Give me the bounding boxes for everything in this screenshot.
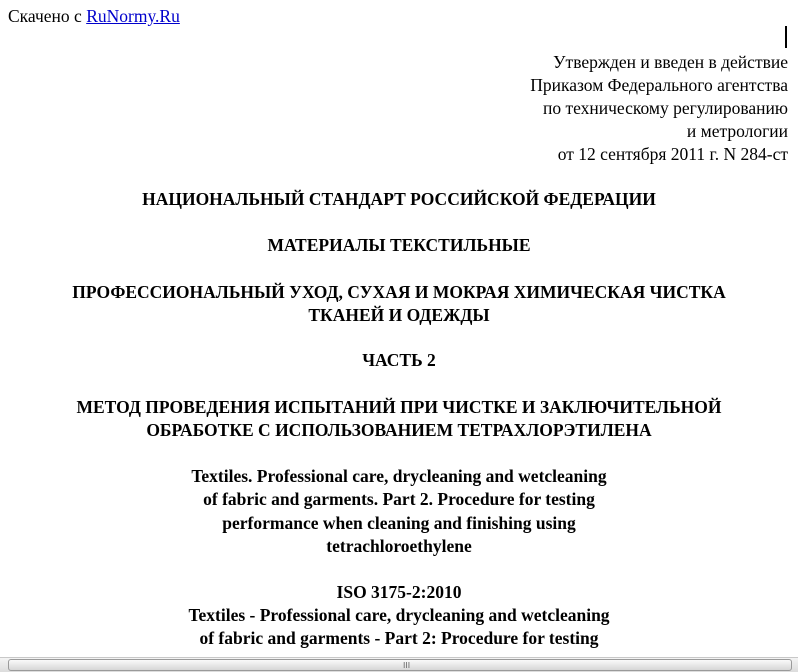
iso-number: ISO 3175-2:2010 <box>336 582 462 602</box>
english-title-line: performance when cleaning and finishing using <box>222 512 576 533</box>
english-title-line: tetrachloroethylene <box>326 535 472 556</box>
iso-title-line: Textiles - Professional care, drycleaning and wetcleaning <box>188 605 610 625</box>
download-source-line <box>8 6 180 26</box>
grip-icon: III <box>403 661 411 670</box>
standard-heading: НАЦИОНАЛЬНЫЙ СТАНДАРТ РОССИЙСКОЙ ФЕДЕРАЦИИ <box>142 189 656 209</box>
approval-line: Приказом Федерального агентства <box>530 75 788 95</box>
english-title-line: Textiles. Professional care, drycleaning and wetcleaning <box>191 466 607 486</box>
text-cursor <box>785 26 787 48</box>
method-heading-line: МЕТОД ПРОВЕДЕНИЯ ИСПЫТАНИЙ ПРИ ЧИСТКЕ И ЗАКЛЮЧИТЕЛЬНОЙ <box>76 397 722 417</box>
part-heading: ЧАСТЬ 2 <box>362 350 436 370</box>
subject-heading-line: ПРОФЕССИОНАЛЬНЫЙ УХОД, СУХАЯ И МОКРАЯ ХИМИЧЕСКАЯ ЧИСТКА <box>72 282 726 302</box>
english-title-line: of fabric and garments. Part 2. Procedure for testing <box>203 489 595 510</box>
approval-line: по техническому регулированию <box>542 98 788 118</box>
iso-title-line: of fabric and garments - Part 2: Procedure for testing <box>199 628 599 649</box>
approval-line: Утвержден и введен в действие <box>553 52 788 72</box>
subject-heading <box>0 281 798 327</box>
scrollbar-thumb[interactable] <box>8 659 792 671</box>
method-heading-line: ОБРАБОТКЕ С ИСПОЛЬЗОВАНИЕМ ТЕТРАХЛОРЭТИЛЕНА <box>146 420 652 440</box>
english-title <box>0 465 798 558</box>
runormy-link[interactable]: RuNormy.Ru <box>86 6 180 26</box>
approval-block <box>530 51 788 166</box>
downloaded-from-label: Скачено с <box>8 6 87 26</box>
method-heading <box>0 396 798 442</box>
approval-line: и метрологии <box>686 121 788 141</box>
iso-title <box>0 604 798 651</box>
subject-heading-line: ТКАНЕЙ И ОДЕЖДЫ <box>308 305 490 325</box>
approval-line: от 12 сентября 2011 г. N 284-ст <box>557 144 788 164</box>
horizontal-scrollbar[interactable] <box>0 657 798 672</box>
materials-heading: МАТЕРИАЛЫ ТЕКСТИЛЬНЫЕ <box>267 235 531 255</box>
